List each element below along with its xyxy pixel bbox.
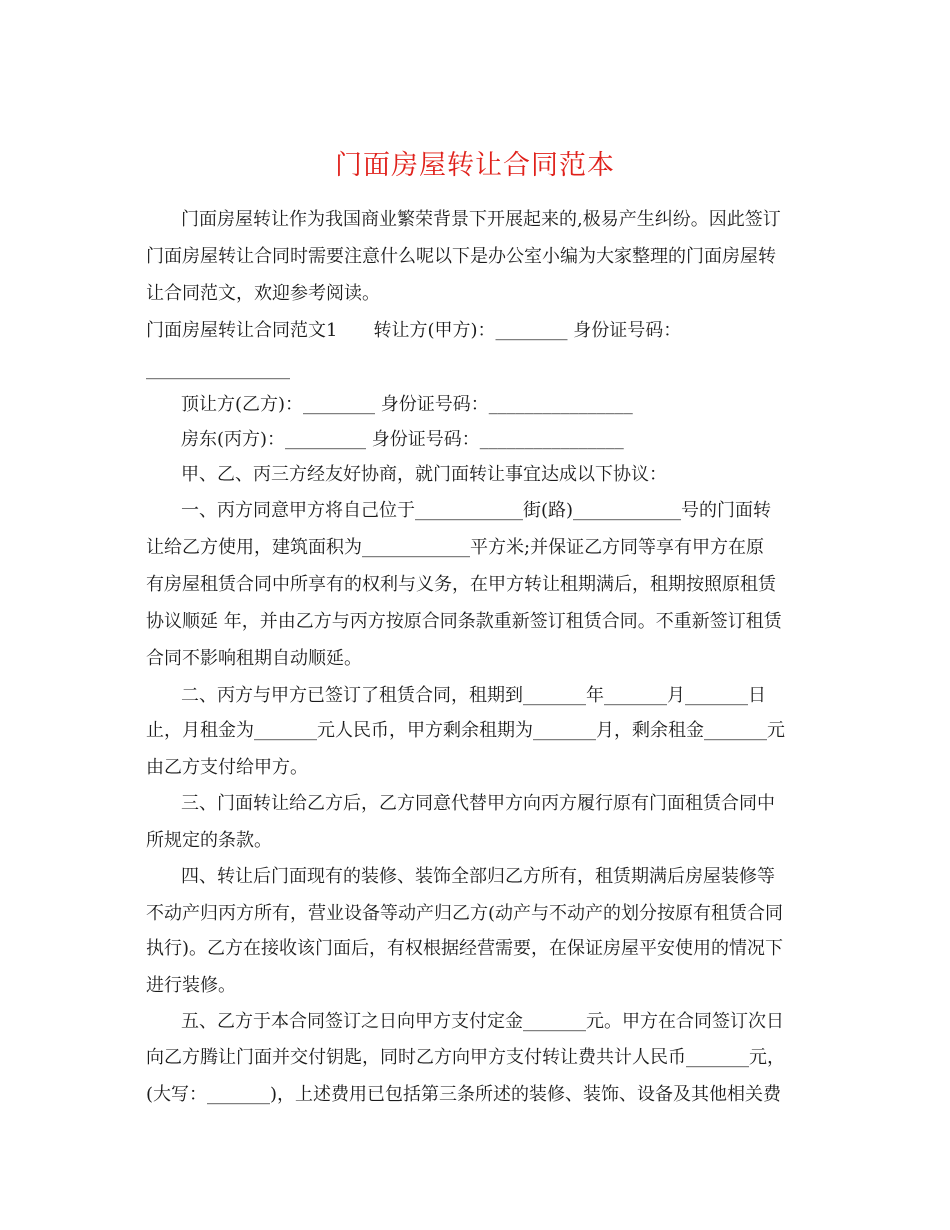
clause-5-line-1: 五、乙方于本合同签订之日向甲方支付定金_______元。甲方在合同签订次日 xyxy=(181,1011,784,1032)
clause-4-line-2: 不动产归丙方所有，营业设备等动产归乙方(动产与不动产的划分按原有租赁合同 xyxy=(146,903,784,924)
clause-4-line-3: 执行)。乙方在接收该门面后，有权根据经营需要，在保证房屋平安使用的情况下 xyxy=(146,938,784,959)
clause-2-line-3: 由乙方支付给甲方。 xyxy=(146,757,308,778)
clause-2-line-1: 二、丙方与甲方已签订了租赁合同，租期到_______年_______月_______日 xyxy=(181,685,766,706)
clause-5-line-3: (大写：_______)，上述费用已包括第三条所述的装修、装饰、设备及其他相关费 xyxy=(146,1084,782,1105)
clause-1-line-4: 协议顺延 年，并由乙方与丙方按原合同条款重新签订租赁合同。不重新签订租赁 xyxy=(146,611,782,632)
clause-1-line-1: 一、丙方同意甲方将自己位于____________街(路)____________号的门面转 xyxy=(181,500,772,521)
clause-3-line-2: 所规定的条款。 xyxy=(146,830,272,851)
intro-line-3: 让合同范文，欢迎参考阅读。 xyxy=(146,283,380,304)
intro-line-1: 门面房屋转让作为我国商业繁荣背景下开展起来的,极易产生纠纷。因此签订 xyxy=(181,209,781,230)
clause-1-line-5: 合同不影响租期自动顺延。 xyxy=(146,648,362,669)
clause-4-line-1: 四、转让后门面现有的装修、装饰全部归乙方所有，租赁期满后房屋装修等 xyxy=(181,866,775,887)
document-title: 门面房屋转让合同范本 xyxy=(335,150,615,182)
clause-4-line-4: 进行装修。 xyxy=(146,975,236,996)
intro-line-2: 门面房屋转让合同时需要注意什么呢以下是办公室小编为大家整理的门面房屋转 xyxy=(146,246,776,267)
party-a-id-blank: ________________ xyxy=(146,359,290,380)
party-a-line: 门面房屋转让合同范文1 转让方(甲方)：________ 身份证号码： xyxy=(146,320,682,341)
party-c-line: 房东(丙方)：_________ 身份证号码：________________ xyxy=(181,429,624,450)
agreement-intro: 甲、乙、丙三方经友好协商，就门面转让事宜达成以下协议： xyxy=(181,464,667,485)
clause-5-line-2: 向乙方腾让门面并交付钥匙，同时乙方向甲方支付转让费共计人民币_______元， xyxy=(146,1047,785,1068)
clause-1-line-2: 让给乙方使用，建筑面积为____________平方米;并保证乙方同等享有甲方在原 xyxy=(146,537,765,558)
party-b-line: 顶让方(乙方)：________ 身份证号码：________________ xyxy=(181,394,633,415)
clause-3-line-1: 三、门面转让给乙方后，乙方同意代替甲方向丙方履行原有门面租赁合同中 xyxy=(181,793,775,814)
clause-1-line-3: 有房屋租赁合同中所享有的权利与义务，在甲方转让租期满后，租期按照原租赁 xyxy=(146,574,776,595)
clause-2-line-2: 止，月租金为_______元人民币，甲方剩余租期为_______月，剩余租金_______元 xyxy=(146,720,785,741)
